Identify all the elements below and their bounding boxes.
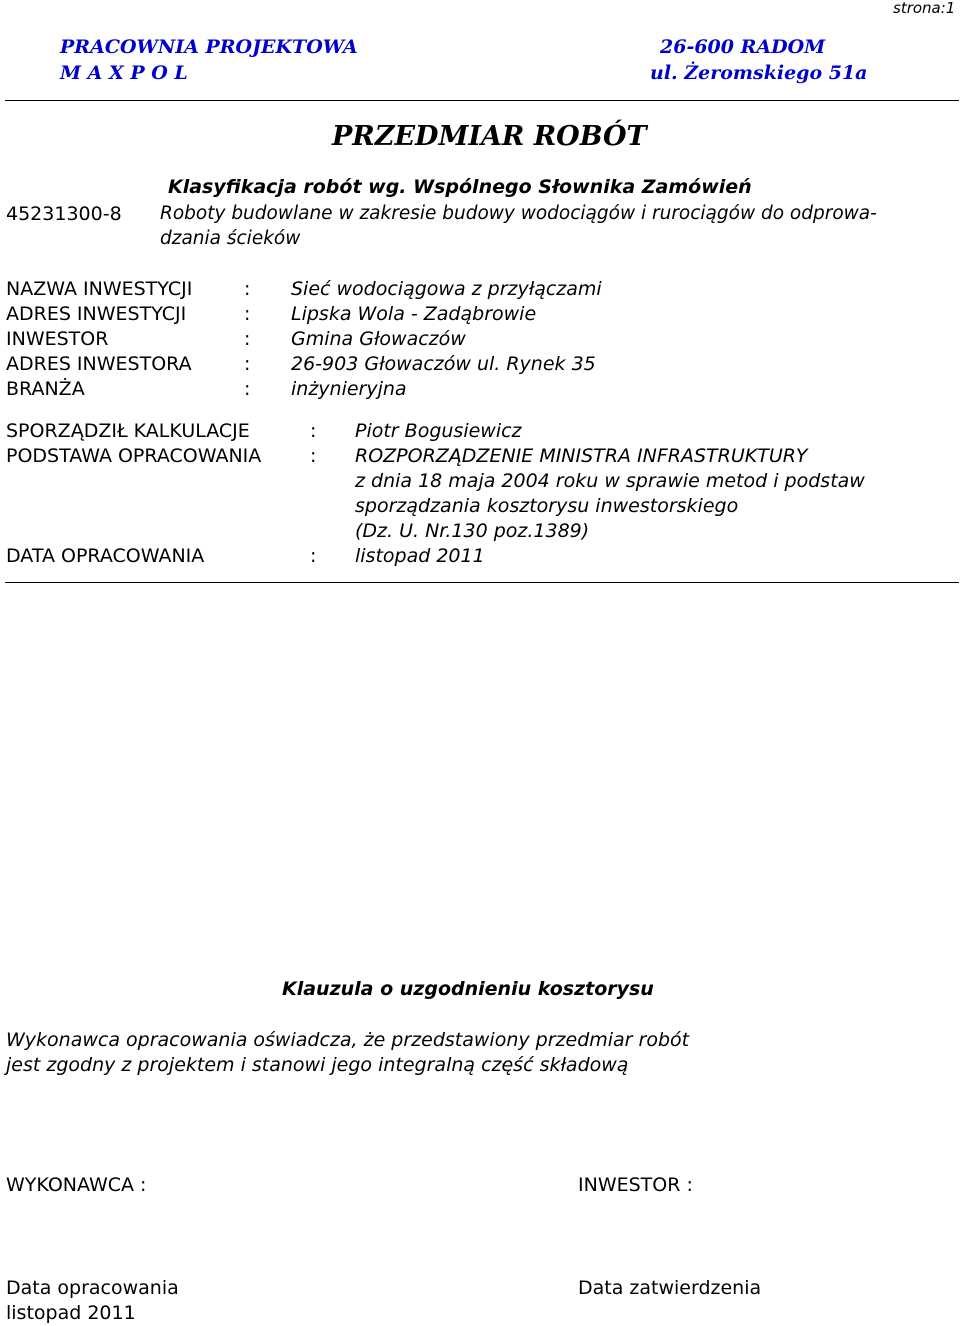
company-street: ul. Żeromskiego 51a [650,62,868,84]
classification-heading: Klasyfikacja robót wg. Wspólnego Słownika Zamówień [168,176,752,198]
date-sep: : [310,545,317,567]
basis-line: sporządzania kosztorysu inwestorskiego [355,495,739,517]
page-title: PRZEDMIAR ROBÓT [332,121,647,152]
header-divider [5,100,959,101]
calculation-author-sep: : [310,420,317,442]
company-brand: M A X P O L [60,62,188,84]
branch-label: BRANŻA [6,378,85,400]
calculation-author-label: SPORZĄDZIŁ KALKULACJE [6,420,250,442]
classification-code: 45231300-8 [6,203,122,225]
clause-text: Wykonawca opracowania oświadcza, że przedstawiony przedmiar robót [6,1029,690,1051]
investment-name-label: NAZWA INWESTYCJI [6,278,193,300]
classification-description-cont: dzania ścieków [160,228,301,249]
basis-line: ROZPORZĄDZENIE MINISTRA INFRASTRUKTURY [355,445,808,467]
investor-sep: : [244,328,251,350]
contractor-signature-label: WYKONAWCA : [6,1174,147,1196]
clause-text-cont: jest zgodny z projektem i stanowi jego integralną część składową [6,1054,629,1076]
branch-value: inżynieryjna [291,378,407,400]
investment-name-value: Sieć wodociągowa z przyłączami [291,278,602,300]
investor-address-value: 26-903 Głowaczów ul. Rynek 35 [291,353,596,375]
investment-address-value: Lipska Wola - Zadąbrowie [291,303,537,325]
investment-address-label: ADRES INWESTYCJI [6,303,187,325]
company-city: 26-600 RADOM [660,36,826,58]
prep-date-value: listopad 2011 [6,1302,136,1324]
approval-date-label: Data zatwierdzenia [578,1277,762,1299]
investor-value: Gmina Głowaczów [291,328,466,350]
section-divider [5,582,959,583]
investor-label: INWESTOR [6,328,109,350]
basis-line: z dnia 18 maja 2004 roku w sprawie metod i podstaw [355,470,865,492]
calculation-author-value: Piotr Bogusiewicz [355,420,522,442]
classification-description: Roboty budowlane w zakresie budowy wodociągów i rurociągów do odprowa- [160,203,877,224]
basis-label: PODSTAWA OPRACOWANIA [6,445,262,467]
clause-heading: Klauzula o uzgodnieniu kosztorysu [282,978,654,1000]
date-value: listopad 2011 [355,545,485,567]
basis-sep: : [310,445,317,467]
investor-address-label: ADRES INWESTORA [6,353,192,375]
investor-signature-label: INWESTOR : [578,1174,693,1196]
basis-line: (Dz. U. Nr.130 poz.1389) [355,520,590,542]
branch-sep: : [244,378,251,400]
company-name: PRACOWNIA PROJEKTOWA [60,36,358,58]
investor-address-sep: : [244,353,251,375]
page-number: strona:1 [893,0,956,17]
investment-name-sep: : [244,278,251,300]
prep-date-label: Data opracowania [6,1277,179,1299]
date-label: DATA OPRACOWANIA [6,545,205,567]
investment-address-sep: : [244,303,251,325]
